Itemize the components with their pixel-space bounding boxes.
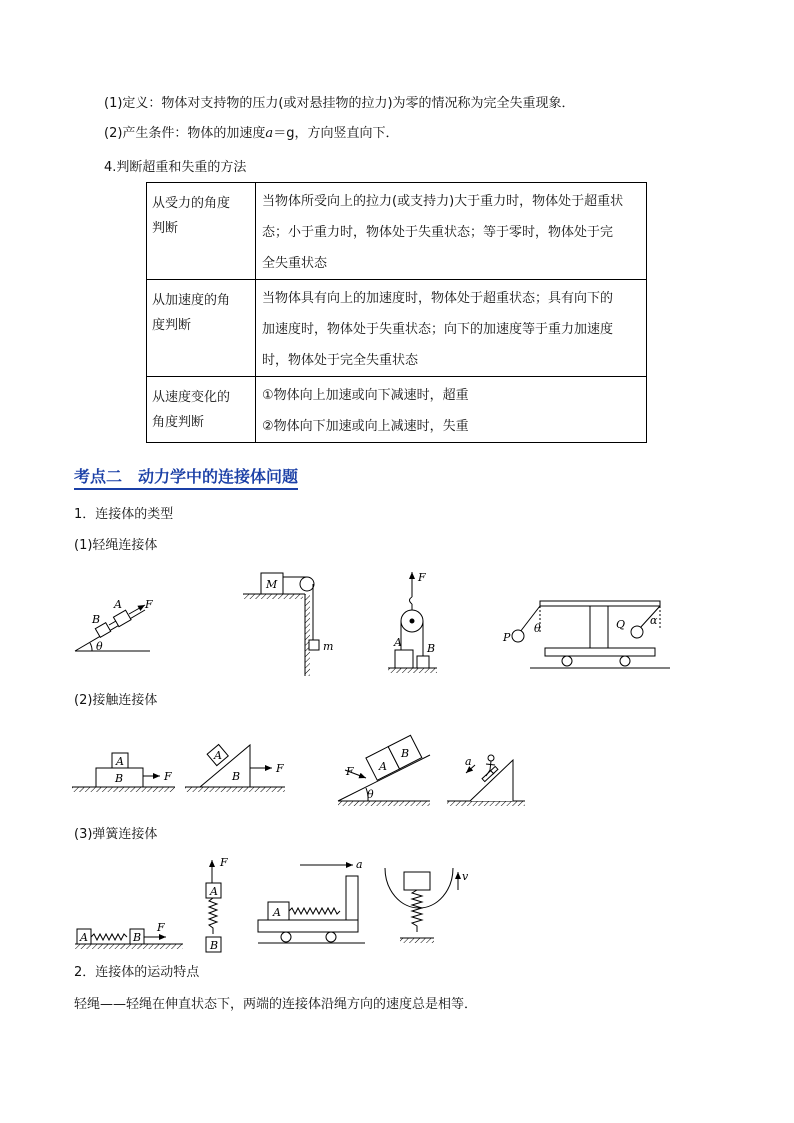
label-B: B <box>401 747 410 760</box>
label-B: B <box>133 931 142 944</box>
hanging-pulley-diagram <box>388 572 437 673</box>
row-text: ①物体向上加速或向下减速时，超重 ②物体向下加速或向上减速时，失重 <box>256 377 647 443</box>
definition-text: (1)定义：物体对支持物的压力(或对悬挂物的拉力)为零的情况称为完全失重现象． <box>104 96 575 111</box>
label-P: P <box>503 631 511 644</box>
rope-motion-text: 轻绳——轻绳在伸直状态下，两端的连接体沿绳方向的速度总是相等． <box>74 997 478 1012</box>
incline-rope-diagram <box>75 605 150 651</box>
label-a: a <box>465 755 472 768</box>
label-A: A <box>114 598 122 611</box>
label-theta: θ <box>534 622 541 635</box>
motion-title: 2．连接体的运动特点 <box>74 965 200 980</box>
label-F: F <box>418 571 426 584</box>
label-A: A <box>379 760 387 773</box>
spring-title: (3)弹簧连接体 <box>74 827 158 842</box>
label-theta: θ <box>96 640 103 653</box>
label-A: A <box>116 755 124 768</box>
condition-suffix: ＝g，方向竖直向下． <box>273 126 399 141</box>
heading-part1: 考点二 <box>74 467 123 486</box>
row-label: 从速度变化的 角度判断 <box>147 377 256 443</box>
label-F: F <box>220 856 228 869</box>
label-A: A <box>210 885 218 898</box>
label-A: A <box>394 636 402 649</box>
wedge-block-diagram <box>185 744 285 792</box>
condition-prefix: (2)产生条件：物体的加速度 <box>104 126 266 141</box>
label-A: A <box>273 906 281 919</box>
method-title: 4.判断超重和失重的方法 <box>104 160 247 175</box>
rope-title: (1)轻绳连接体 <box>74 538 158 553</box>
label-B: B <box>232 770 241 783</box>
contact-title: (2)接触连接体 <box>74 693 158 708</box>
label-B: B <box>115 772 124 785</box>
row-text: 当物体具有向上的加速度时，物体处于超重状态；具有向下的 加速度时，物体处于失重状态；向下的加速度等于重力加速度 时，物体处于完全失重状态 <box>256 280 647 377</box>
label-A: A <box>80 931 88 944</box>
label-v: v <box>462 870 469 883</box>
condition-variable: a <box>265 126 274 141</box>
row-label: 从受力的角度 判断 <box>147 183 256 280</box>
label-F: F <box>157 921 165 934</box>
label-Q: Q <box>616 618 626 631</box>
label-B: B <box>427 642 436 655</box>
row-label: 从加速度的角 度判断 <box>147 280 256 377</box>
label-M: M <box>266 578 278 591</box>
bowl-spring-diagram <box>385 868 458 943</box>
table-pulley-diagram <box>243 573 319 676</box>
label-A: A <box>214 749 222 762</box>
heading-part2: 动力学中的连接体问题 <box>138 467 299 486</box>
label-a: a <box>356 858 363 871</box>
label-F: F <box>164 770 172 783</box>
slope-person-diagram <box>447 755 525 806</box>
horizontal-spring-diagram <box>75 929 183 949</box>
label-F: F <box>276 762 284 775</box>
label-theta: θ <box>367 788 374 801</box>
label-F: F <box>346 765 354 778</box>
label-F: F <box>145 598 153 611</box>
label-B: B <box>210 939 219 952</box>
label-m: m <box>323 640 334 653</box>
row-text: 当物体所受向上的拉力(或支持力)大于重力时，物体处于超重状 态；小于重力时，物体处于失重状态；等于零时，物体处于完 全失重状态 <box>256 183 647 280</box>
label-B: B <box>92 613 101 626</box>
label-alpha: α <box>650 614 658 627</box>
types-title: 1．连接体的类型 <box>74 507 174 522</box>
cart-spring-diagram <box>258 865 365 943</box>
